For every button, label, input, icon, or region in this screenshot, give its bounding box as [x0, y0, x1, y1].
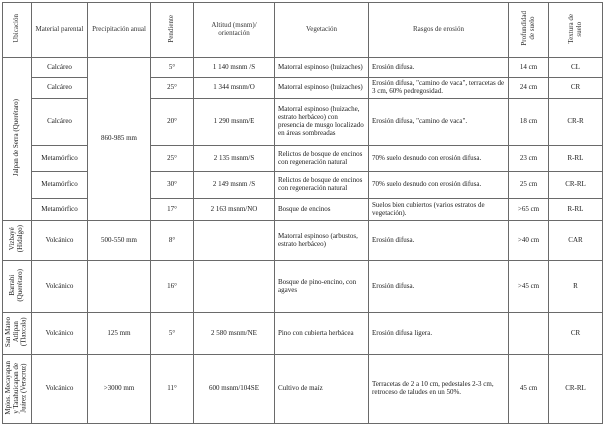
pendiente-cell: 30° — [151, 172, 194, 199]
pendiente-cell: 20° — [151, 99, 194, 146]
header-ubicacion: Ubicación — [3, 3, 32, 58]
pendiente-cell: 17° — [151, 199, 194, 221]
precipitacion-cell: 125 mm — [88, 313, 151, 355]
material-cell: Calcáreo — [32, 58, 88, 78]
precipitacion-cell — [88, 261, 151, 313]
textura-cell: R — [549, 261, 603, 313]
erosion-cell: Terracetas de 2 a 10 cm, pedestales 2-3 cm, retroceso de taludes en un 50%. — [369, 355, 509, 424]
header-erosion: Rasgos de erosión — [369, 3, 509, 58]
erosion-cell: Erosión difusa, "camino de vaca". — [369, 99, 509, 146]
altitud-cell: 1 344 msnm/O — [194, 78, 275, 99]
soil-erosion-table — [2, 2, 603, 424]
textura-cell: R-RL — [549, 146, 603, 172]
vegetacion-cell: Pino con cubierta herbácea — [275, 313, 369, 355]
table-row — [3, 261, 603, 313]
material-cell: Volcánico — [32, 355, 88, 424]
erosion-cell: 70% suelo desnudo con erosión difusa. — [369, 146, 509, 172]
location-sanmateo: San Mateo Atlipan (Tlaxcala) — [3, 313, 32, 355]
vegetacion-cell: Relictos de bosque de encinos con regeneración natural — [275, 172, 369, 199]
erosion-cell: Erosión difusa. — [369, 221, 509, 261]
material-cell: Volcánico — [32, 261, 88, 313]
table-row — [3, 355, 603, 424]
profundidad-cell: >65 cm — [509, 199, 549, 221]
erosion-cell: Erosión difusa ligera. — [369, 313, 509, 355]
pendiente-cell: 25° — [151, 146, 194, 172]
altitud-cell: 2 580 msnm/NE — [194, 313, 275, 355]
altitud-cell — [194, 261, 275, 313]
header-textura: Textura de suelo — [549, 3, 603, 58]
header-altitud: Altitud (msnm)/ orientación — [194, 3, 275, 58]
vegetacion-cell: Matorral espinoso (arbustos, estrato herbáceo) — [275, 221, 369, 261]
altitud-cell: 1 290 msnm/E — [194, 99, 275, 146]
material-cell: Metamórfico — [32, 199, 88, 221]
header-material: Material parental — [32, 3, 88, 58]
textura-cell: CL — [549, 58, 603, 78]
header-vegetacion: Vegetación — [275, 3, 369, 58]
pendiente-cell: 5° — [151, 313, 194, 355]
pendiente-cell: 11° — [151, 355, 194, 424]
material-cell: Metamórfico — [32, 146, 88, 172]
material-cell: Volcánico — [32, 313, 88, 355]
altitud-cell — [194, 221, 275, 261]
erosion-cell: 70% suelo desnudo con erosión difusa. — [369, 172, 509, 199]
pendiente-cell: 25° — [151, 78, 194, 99]
profundidad-cell: 23 cm — [509, 146, 549, 172]
erosion-cell: Erosión difusa. — [369, 261, 509, 313]
vegetacion-cell: Matorral espinoso (huizaches) — [275, 58, 369, 78]
profundidad-cell: >45 cm — [509, 261, 549, 313]
altitud-cell: 1 140 msnm /S — [194, 58, 275, 78]
precipitacion-cell: 500-550 mm — [88, 221, 151, 261]
location-mecayapan: Mpios. Mecayapan y Tatahuicapan de Juárez (Veracruz) — [3, 355, 32, 424]
vegetacion-cell: Matorral espinoso (huizache, estrato herbáceo) con presencia de musgo localizado en áreas sombreadas — [275, 99, 369, 146]
pendiente-cell: 5° — [151, 58, 194, 78]
textura-cell: CR-RL — [549, 355, 603, 424]
textura-cell: CR-R — [549, 99, 603, 146]
textura-cell: CR — [549, 313, 603, 355]
table-row — [3, 58, 603, 78]
profundidad-cell: 24 cm — [509, 78, 549, 99]
textura-cell: CR — [549, 78, 603, 99]
vegetacion-cell: Relictos de bosque de encinos con regeneración natural — [275, 146, 369, 172]
pendiente-cell: 8° — [151, 221, 194, 261]
erosion-cell: Erosión difusa, "camino de vaca", terracetas de 3 cm, 60% pedregosidad. — [369, 78, 509, 99]
table-row — [3, 221, 603, 261]
material-cell: Metamórfico — [32, 172, 88, 199]
vegetacion-cell: Bosque de encinos — [275, 199, 369, 221]
header-profundidad: Profundidad de suelo — [509, 3, 549, 58]
altitud-cell: 2 163 msnm/NO — [194, 199, 275, 221]
profundidad-cell: 25 cm — [509, 172, 549, 199]
erosion-cell: Suelos bien cubiertos (varios estratos de vegetación). — [369, 199, 509, 221]
location-jalpan: Jalpan de Serra (Querétaro) — [3, 58, 32, 221]
vegetacion-cell: Cultivo de maíz — [275, 355, 369, 424]
header-precipitacion: Precipitación anual — [88, 3, 151, 58]
precipitacion-cell: >3000 mm — [88, 355, 151, 424]
location-vizbaye: Vizbayé (Hidalgo) — [3, 221, 32, 261]
precipitacion-cell: 860-985 mm — [88, 58, 151, 221]
altitud-cell: 2 149 msnm /S — [194, 172, 275, 199]
vegetacion-cell: Bosque de pino-encino, con agaves — [275, 261, 369, 313]
textura-cell: CAR — [549, 221, 603, 261]
vegetacion-cell: Matorral espinoso (huizaches) — [275, 78, 369, 99]
profundidad-cell: 18 cm — [509, 99, 549, 146]
textura-cell: CR-RL — [549, 172, 603, 199]
textura-cell: R-RL — [549, 199, 603, 221]
header-pendiente: Pendiente — [151, 3, 194, 58]
material-cell: Calcáreo — [32, 99, 88, 146]
profundidad-cell: 14 cm — [509, 58, 549, 78]
profundidad-cell: >40 cm — [509, 221, 549, 261]
pendiente-cell: 16° — [151, 261, 194, 313]
altitud-cell: 600 msnm/104SE — [194, 355, 275, 424]
altitud-cell: 2 135 msnm/S — [194, 146, 275, 172]
profundidad-cell — [509, 313, 549, 355]
material-cell: Volcánico — [32, 221, 88, 261]
table-row — [3, 313, 603, 355]
material-cell: Calcáreo — [32, 78, 88, 99]
location-barrabi: Barrabi (Querétaro) — [3, 261, 32, 313]
profundidad-cell: 45 cm — [509, 355, 549, 424]
erosion-cell: Erosión difusa. — [369, 58, 509, 78]
header-row — [3, 3, 603, 58]
